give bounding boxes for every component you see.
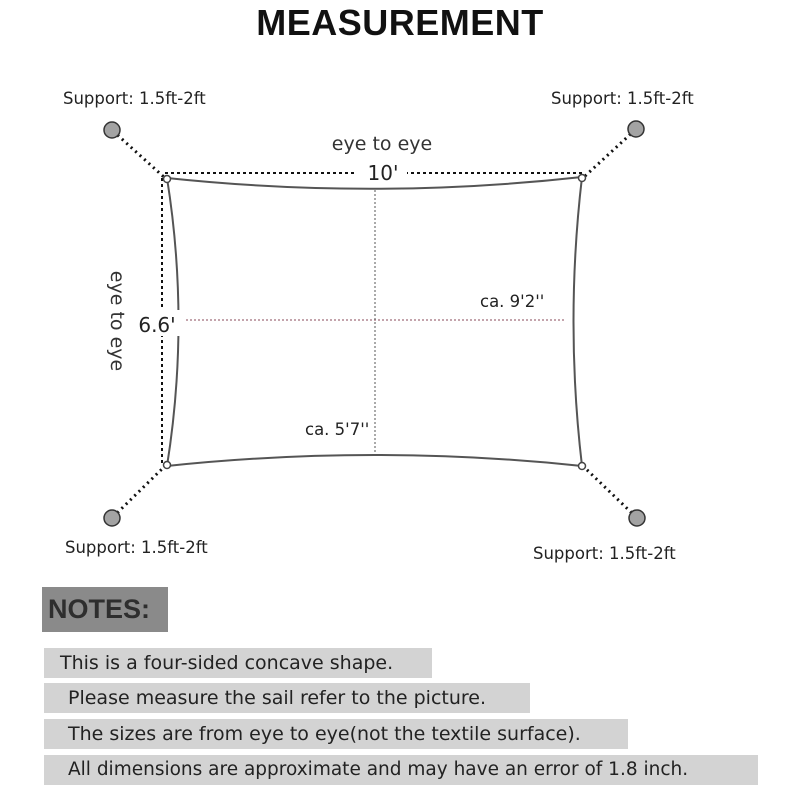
support-label-top-right: Support: 1.5ft-2ft [551, 89, 694, 108]
notes-heading: NOTES: [42, 587, 168, 632]
support-post-bottom-right [629, 510, 645, 526]
eye-bottom-left [164, 462, 171, 469]
note-item: Please measure the sail refer to the picture. [44, 683, 530, 713]
surface-width-label: ca. 9'2'' [480, 292, 545, 311]
page-title: MEASUREMENT [256, 2, 544, 43]
width-value: 10' [367, 161, 399, 185]
height-value: 6.6' [138, 313, 176, 337]
rope-bottom-right [584, 467, 636, 517]
note-item: This is a four-sided concave shape. [44, 648, 432, 678]
support-label-bottom-left: Support: 1.5ft-2ft [65, 538, 208, 557]
rope-top-left [113, 131, 165, 178]
eye-top-right [579, 175, 586, 182]
support-post-top-right [628, 121, 644, 137]
rope-top-right [584, 130, 635, 177]
note-item: All dimensions are approximate and may have an error of 1.8 inch. [44, 755, 758, 785]
support-post-bottom-left [104, 510, 120, 526]
support-label-top-left: Support: 1.5ft-2ft [63, 89, 206, 108]
support-label-bottom-right: Support: 1.5ft-2ft [533, 544, 676, 563]
eye-bottom-right [579, 463, 586, 470]
height-caption: eye to eye [106, 270, 128, 372]
eye-top-left [164, 176, 171, 183]
note-item: The sizes are from eye to eye(not the textile surface). [44, 719, 628, 749]
rope-bottom-left [113, 466, 165, 517]
surface-height-label: ca. 5'7'' [305, 420, 370, 439]
width-caption: eye to eye [331, 133, 433, 155]
support-post-top-left [104, 122, 120, 138]
